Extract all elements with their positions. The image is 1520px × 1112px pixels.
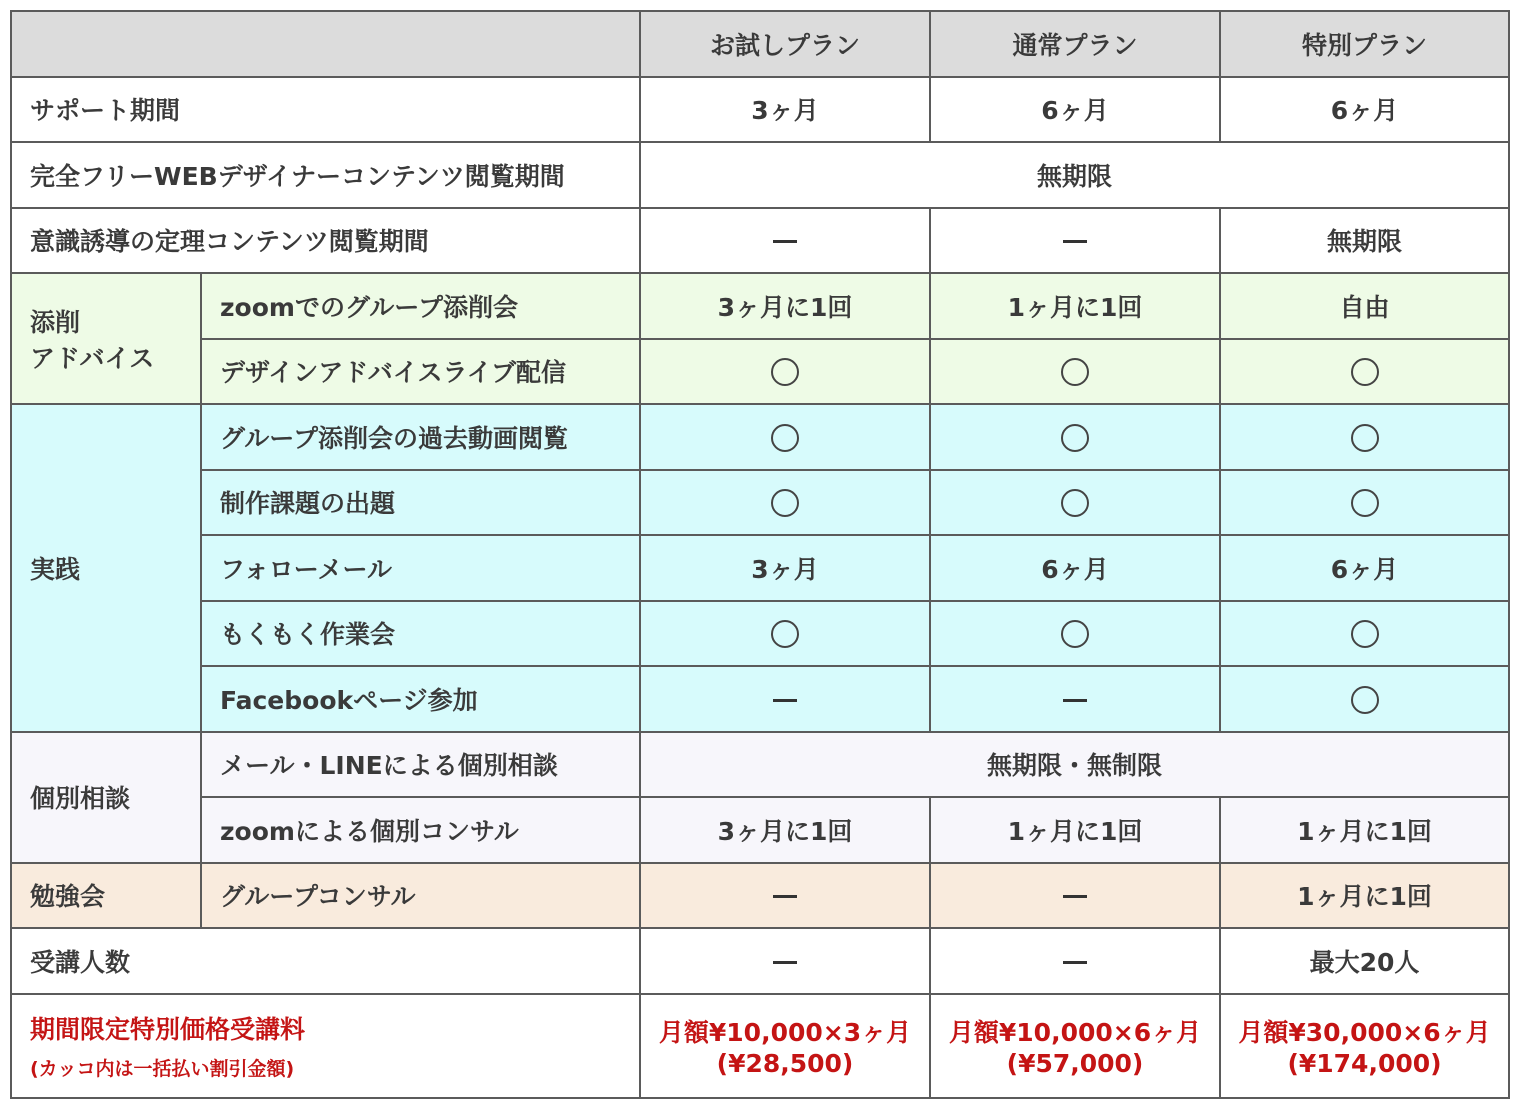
dash-mark-icon (773, 699, 797, 702)
tensaku-zoom-row (11, 273, 1509, 339)
dash-mark-icon (773, 961, 797, 964)
price-special-lump: (¥174,000) (1287, 1049, 1442, 1078)
ishiki-content-special (1220, 208, 1509, 274)
jissen-past-videos-row (11, 404, 1509, 470)
kobetsu-zoom-consult-label: zoomによる個別コンサル (201, 797, 640, 863)
circle-mark-icon (1061, 620, 1089, 648)
circle-mark-icon (1351, 358, 1379, 386)
price-regular (930, 994, 1220, 1098)
tensaku-zoom-special: 自由 (1220, 273, 1509, 339)
jissen-facebook-label: Facebookページ参加 (201, 666, 640, 732)
jissen-mokumoku-label: もくもく作業会 (201, 601, 640, 667)
price-trial-monthly: 月額¥10,000×3ヶ月 (658, 1018, 912, 1047)
price-trial (640, 994, 930, 1098)
jissen-past-videos-label: グループ添削会の過去動画閲覧 (201, 404, 640, 470)
tensaku-live-label: デザインアドバイスライブ配信 (201, 339, 640, 405)
jissen-facebook-special (1220, 666, 1509, 732)
jissen-facebook-trial (640, 666, 930, 732)
tensaku-group-label: 添削 アドバイス (11, 273, 201, 404)
jissen-facebook-regular (930, 666, 1220, 732)
circle-mark-icon (771, 489, 799, 517)
benkyoukai-consult-regular (930, 863, 1220, 929)
cell-text: 1ヶ月に1回 (1297, 882, 1432, 912)
jissen-follow-mail-trial: 3ヶ月 (640, 535, 930, 601)
header-trial-plan: お試しプラン (640, 11, 930, 77)
kobetsu-zoom-consult-regular: 1ヶ月に1回 (930, 797, 1220, 863)
header-special-plan: 特別プラン (1220, 11, 1509, 77)
dash-mark-icon (1063, 699, 1087, 702)
cell-text: 最大20人 (1309, 947, 1420, 977)
support-period-label: サポート期間 (11, 77, 640, 143)
dash-mark-icon (1063, 961, 1087, 964)
jissen-assignments-label: 制作課題の出題 (201, 470, 640, 536)
ishiki-content-trial (640, 208, 930, 274)
plan-comparison-table (10, 10, 1510, 1099)
price-special (1220, 994, 1509, 1098)
benkyoukai-consult-special (1220, 863, 1509, 929)
price-regular-monthly: 月額¥10,000×6ヶ月 (948, 1018, 1202, 1047)
circle-mark-icon (1061, 358, 1089, 386)
jissen-follow-mail-label: フォローメール (201, 535, 640, 601)
jissen-assignments-row (11, 470, 1509, 536)
tensaku-live-regular (930, 339, 1220, 405)
kobetsu-mail-line-row (11, 732, 1509, 798)
support-period-trial: 3ヶ月 (640, 77, 930, 143)
circle-mark-icon (1061, 489, 1089, 517)
benkyoukai-group-label: 勉強会 (11, 863, 201, 929)
tensaku-zoom-regular: 1ヶ月に1回 (930, 273, 1220, 339)
capacity-regular (930, 928, 1220, 994)
circle-mark-icon (1061, 424, 1089, 452)
kobetsu-mail-line-value: 無期限・無制限 (640, 732, 1509, 798)
jissen-group-label: 実践 (11, 404, 201, 732)
ishiki-content-regular (930, 208, 1220, 274)
benkyoukai-consult-label: グループコンサル (201, 863, 640, 929)
capacity-special (1220, 928, 1509, 994)
free-web-content-value: 無期限 (640, 142, 1509, 208)
circle-mark-icon (771, 424, 799, 452)
cell-text: 無期限 (1326, 227, 1402, 257)
price-label-cell (11, 994, 640, 1098)
header-row (11, 11, 1509, 77)
jissen-mokumoku-regular (930, 601, 1220, 667)
jissen-mokumoku-trial (640, 601, 930, 667)
dash-mark-icon (1063, 895, 1087, 898)
jissen-follow-mail-regular: 6ヶ月 (930, 535, 1220, 601)
header-regular-plan: 通常プラン (930, 11, 1220, 77)
price-label: 期間限定特別価格受講料 (30, 1015, 306, 1044)
price-row (11, 994, 1509, 1098)
jissen-assignments-special (1220, 470, 1509, 536)
kobetsu-zoom-consult-special: 1ヶ月に1回 (1220, 797, 1509, 863)
support-period-row (11, 77, 1509, 143)
dash-mark-icon (773, 895, 797, 898)
free-web-content-label: 完全フリーWEBデザイナーコンテンツ閲覧期間 (11, 142, 640, 208)
price-sublabel: (カッコ内は一括払い割引金額) (30, 1058, 295, 1080)
free-web-content-row (11, 142, 1509, 208)
benkyoukai-row (11, 863, 1509, 929)
jissen-past-videos-trial (640, 404, 930, 470)
tensaku-zoom-trial: 3ヶ月に1回 (640, 273, 930, 339)
jissen-past-videos-regular (930, 404, 1220, 470)
ishiki-content-label: 意識誘導の定理コンテンツ閲覧期間 (11, 208, 640, 274)
benkyoukai-consult-trial (640, 863, 930, 929)
kobetsu-mail-line-label: メール・LINEによる個別相談 (201, 732, 640, 798)
jissen-mokumoku-special (1220, 601, 1509, 667)
ishiki-content-row (11, 208, 1509, 274)
capacity-label: 受講人数 (11, 928, 640, 994)
circle-mark-icon (1351, 424, 1379, 452)
jissen-follow-mail-special: 6ヶ月 (1220, 535, 1509, 601)
price-trial-lump: (¥28,500) (716, 1049, 854, 1078)
circle-mark-icon (771, 620, 799, 648)
jissen-follow-mail-row (11, 535, 1509, 601)
tensaku-zoom-label: zoomでのグループ添削会 (201, 273, 640, 339)
price-regular-lump: (¥57,000) (1006, 1049, 1144, 1078)
circle-mark-icon (771, 358, 799, 386)
price-special-monthly: 月額¥30,000×6ヶ月 (1238, 1018, 1491, 1047)
capacity-trial (640, 928, 930, 994)
circle-mark-icon (1351, 620, 1379, 648)
tensaku-live-row (11, 339, 1509, 405)
jissen-assignments-trial (640, 470, 930, 536)
kobetsu-group-label: 個別相談 (11, 732, 201, 863)
jissen-past-videos-special (1220, 404, 1509, 470)
circle-mark-icon (1351, 686, 1379, 714)
jissen-mokumoku-row (11, 601, 1509, 667)
jissen-facebook-row (11, 666, 1509, 732)
jissen-assignments-regular (930, 470, 1220, 536)
header-empty-cell (11, 11, 640, 77)
circle-mark-icon (1351, 489, 1379, 517)
dash-mark-icon (1063, 240, 1087, 243)
capacity-row (11, 928, 1509, 994)
support-period-special: 6ヶ月 (1220, 77, 1509, 143)
kobetsu-zoom-consult-row (11, 797, 1509, 863)
tensaku-live-special (1220, 339, 1509, 405)
dash-mark-icon (773, 240, 797, 243)
kobetsu-zoom-consult-trial: 3ヶ月に1回 (640, 797, 930, 863)
support-period-regular: 6ヶ月 (930, 77, 1220, 143)
tensaku-live-trial (640, 339, 930, 405)
